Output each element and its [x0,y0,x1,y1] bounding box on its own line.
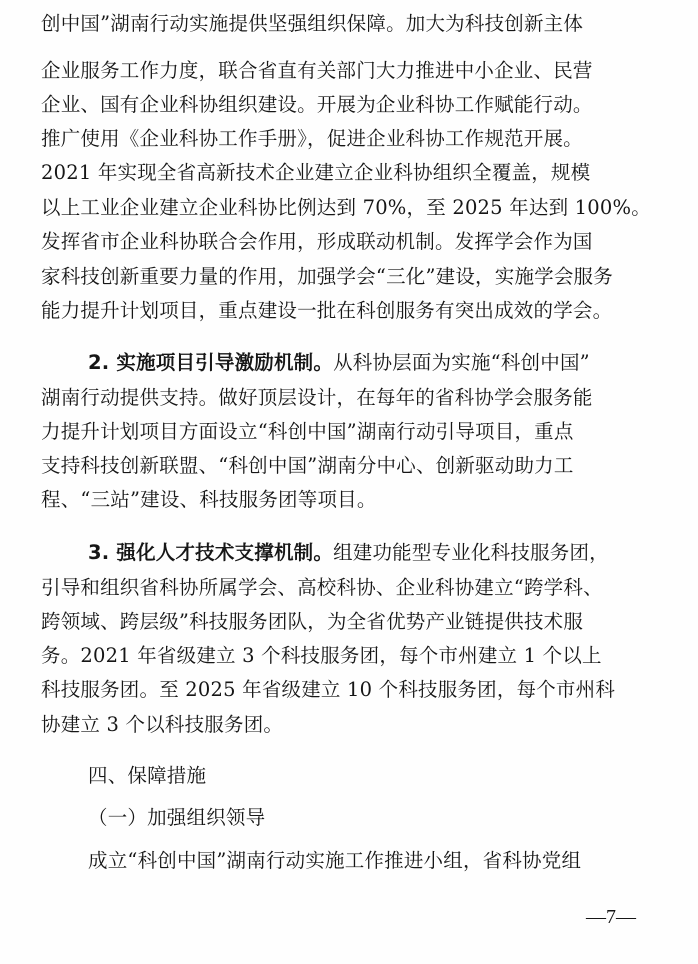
paragraph-line: 跨领域、跨层级”科技服务团队，为全省优势产业链提供技术服 [41,610,584,633]
item-2-first-line-text: 从科协层面为实施“科创中国” [333,351,590,374]
paragraph-line: 支持科技创新联盟、“科创中国”湖南分中心、创新驱动助力工 [41,454,574,477]
paragraph-line: 湖南行动提供支持。做好顶层设计，在每年的省科协学会服务能 [41,386,593,409]
item-3-first-line-text: 组建功能型专业化科技服务团， [333,541,609,564]
paragraph-line: 科技服务团。至 2025 年省级建立 10 个科技服务团，每个市州科 [41,678,616,701]
paragraph-line: 成立“科创中国”湖南行动实施工作推进小组，省科协党组 [88,849,582,872]
item-2-heading: 2. 实施项目引导激励机制。 [88,351,334,374]
paragraph-line: 推广使用《企业科协工作手册》，促进企业科协工作规范开展。 [41,127,583,150]
paragraph-line: 创中国”湖南行动实施提供坚强组织保障。加大为科技创新主体 [41,12,584,35]
paragraph-line: 2021 年实现全省高新技术企业建立企业科协组织全覆盖，规模 [41,161,591,184]
page-number: —7— [586,906,636,928]
paragraph-line: 程、“三站”建设、科技服务团等项目。 [41,488,377,511]
item-3-first-line [88,541,609,565]
subsection-heading: （一）加强组织领导 [88,806,266,829]
item-2-first-line [88,351,590,375]
paragraph-line: 发挥省市企业科协联合会作用，形成联动机制。发挥学会作为国 [41,230,593,253]
paragraph-line: 力提升计划项目方面设立“科创中国”湖南行动引导项目，重点 [41,420,574,443]
paragraph-line: 以上工业企业建立企业科协比例达到 70%，至 2025 年达到 100%。 [41,196,651,219]
paragraph-line: 企业服务工作力度，联合省直有关部门大力推进中小企业、民营 [41,59,593,82]
paragraph-line: 引导和组织省科协所属学会、高校科协、企业科协建立“跨学科、 [41,576,603,599]
paragraph-line: 能力提升计划项目，重点建设一批在科创服务有突出成效的学会。 [41,299,613,322]
paragraph-line: 企业、国有企业科协组织建设。开展为企业科协工作赋能行动。 [41,93,593,116]
paragraph-line: 务。2021 年省级建立 3 个科技服务团，每个市州建立 1 个以上 [41,644,602,667]
item-3-heading: 3. 强化人才技术支撑机制。 [88,541,334,564]
paragraph-line: 家科技创新重要力量的作用，加强学会“三化”建设，实施学会服务 [41,265,613,288]
paragraph-line: 协建立 3 个以科技服务团。 [41,713,284,736]
section-heading: 四、保障措施 [88,764,207,787]
